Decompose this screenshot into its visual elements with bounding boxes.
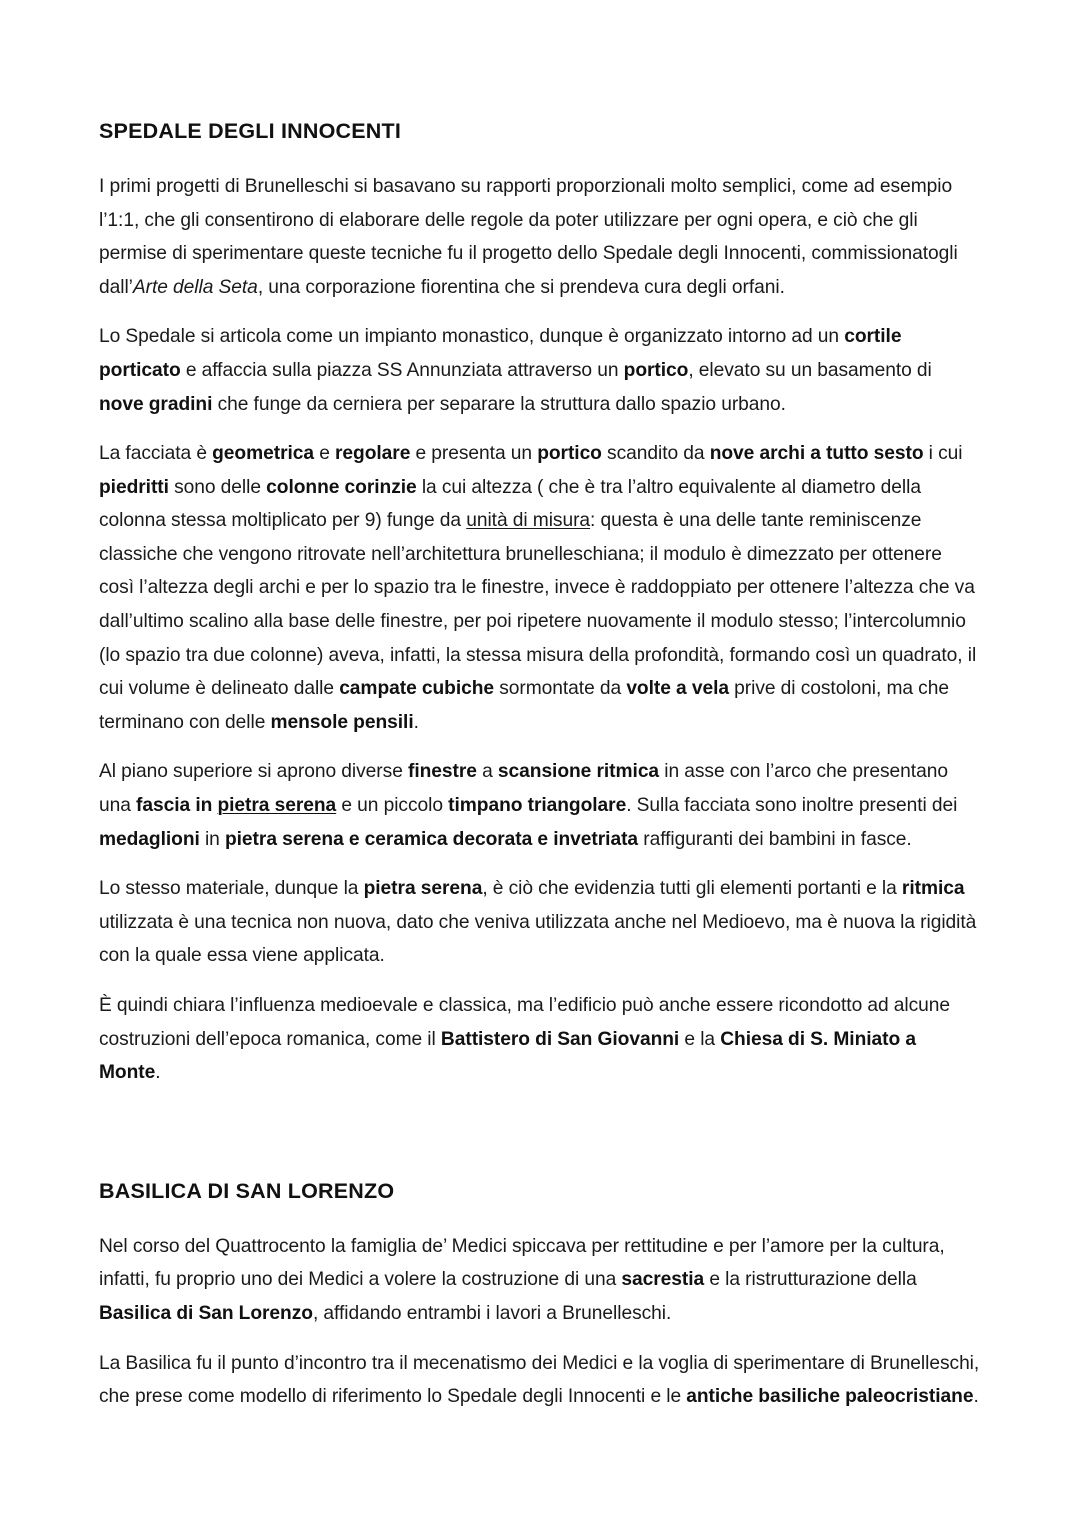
text-run: scandito da xyxy=(601,443,710,465)
emphasis-bold: nove gradini xyxy=(99,393,213,415)
emphasis-bold: medaglioni xyxy=(99,828,200,850)
text-run: . xyxy=(155,1062,161,1084)
text-run: e la xyxy=(679,1028,721,1050)
section-heading-basilica: BASILICA DI SAN LORENZO xyxy=(99,1178,395,1203)
text-run: sormontate da xyxy=(494,678,627,700)
text-run: e presenta un xyxy=(410,443,538,465)
paragraph xyxy=(99,1230,981,1331)
paragraph xyxy=(99,170,981,304)
text-run: in asse con l’arco che presentano una xyxy=(99,761,954,817)
emphasis-bold: timpano triangolare xyxy=(448,795,627,817)
emphasis-bold: campate cubiche xyxy=(339,678,495,700)
emphasis-bold: regolare xyxy=(335,443,411,465)
text-run: , elevato su un basamento di xyxy=(688,359,937,381)
paragraph xyxy=(99,989,981,1090)
paragraph xyxy=(99,320,981,421)
text-run: . Sulla facciata sono inoltre presenti dei xyxy=(626,795,963,817)
text-run: sono delle xyxy=(168,476,267,498)
text-run: i cui xyxy=(923,443,968,465)
text-run: Lo stesso materiale, dunque la xyxy=(99,878,364,900)
text-run: e la ristrutturazione della xyxy=(704,1269,922,1291)
text-run: Al piano superiore si aprono diverse xyxy=(99,761,408,783)
text-run: Lo Spedale si articola come un impianto monastico, dunque è organizzato intorno ad un xyxy=(99,326,845,348)
text-run: , affidando entrambi i lavori a Brunelleschi. xyxy=(312,1302,672,1324)
emphasis-bold: mensole pensili xyxy=(270,711,414,733)
text-run: in xyxy=(199,828,225,850)
text-run: La facciata è xyxy=(99,443,213,465)
emphasis-bold: antiche basiliche paleocristiane xyxy=(686,1386,974,1408)
emphasis-bold: volte a vela xyxy=(626,678,729,700)
text-run: . xyxy=(413,711,419,733)
emphasis-bold: pietra serena e ceramica decorata e invetriata xyxy=(224,828,639,850)
emphasis-bold: Chiesa di S. Miniato a Monte xyxy=(99,1028,916,1084)
document-body xyxy=(99,118,985,1414)
text-run: , una corporazione fiorentina che si prendeva cura degli orfani. xyxy=(257,276,785,298)
text-run: È quindi chiara l’influenza medioevale e classica, ma l’edificio può anche essere ricondotto ad alcune costruzioni dell’epoca romanica, come il xyxy=(99,995,956,1050)
text-run: prive di costoloni, ma che terminano con delle xyxy=(99,678,955,733)
emphasis-bold: portico xyxy=(623,359,689,381)
emphasis-bold: colonne corinzie xyxy=(266,476,417,498)
text-run: a xyxy=(476,761,498,783)
text-run: e xyxy=(314,443,335,465)
emphasis-bold: scansione ritmica xyxy=(497,761,660,783)
paragraph xyxy=(99,437,981,739)
emphasis-bold: Basilica di San Lorenzo xyxy=(99,1302,313,1324)
text-run: utilizzata è una tecnica non nuova, dato che veniva utilizzata anche nel Medioevo, ma è nuova la rigidità con la quale essa viene applicata. xyxy=(99,878,982,967)
paragraph xyxy=(99,1347,985,1414)
emphasis-underline: unità di misura xyxy=(466,510,591,532)
text-run: e affaccia sulla piazza SS Annunziata attraverso un xyxy=(180,359,624,381)
text-run: che funge da cerniera per separare la struttura dallo spazio urbano. xyxy=(212,393,786,415)
emphasis-bold: portico xyxy=(537,443,602,465)
emphasis-bold: cortile porticato xyxy=(99,326,902,381)
paragraph xyxy=(99,872,981,973)
text-run: La Basilica fu il punto d’incontro tra il mecenatismo dei Medici e la voglia di sperimentare di Brunelleschi, che prese come modello di riferimento lo Spedale degli Innocenti e le xyxy=(99,1352,985,1408)
text-run: e un piccolo xyxy=(336,795,449,817)
emphasis-bold-underline: pietra serena xyxy=(217,795,337,817)
emphasis-bold: ritmica xyxy=(901,878,965,900)
text-run: Nel corso del Quattrocento la famiglia de’ Medici spiccava per rettitudine e per l’amore per la cultura, infatti, fu proprio uno dei Medici a volere la costruzione di una xyxy=(99,1235,950,1291)
text-run: I primi progetti di Brunelleschi si basavano su rapporti proporzionali molto semplici, come ad esempio l’1:1, che gli consentirono di elaborare delle regole da poter utilizzare per ogni opera, e ciò che gli permise di sperimentare queste tecniche fu il progetto dello Spedale degli Innocenti, commissionatogli dall’ xyxy=(99,175,963,298)
text-run: . xyxy=(973,1386,979,1408)
emphasis-bold: nove archi a tutto sesto xyxy=(709,443,924,465)
text-run: raffiguranti dei bambini in fasce. xyxy=(638,828,912,850)
emphasis-bold: Battistero di San Giovanni xyxy=(440,1028,680,1050)
paragraph xyxy=(99,755,981,856)
text-run: , è ciò che evidenzia tutti gli elementi portanti e la xyxy=(482,878,902,900)
page-title: SPEDALE DEGLI INNOCENTI xyxy=(99,119,402,143)
text-run: la cui altezza ( che è tra l’altro equivalente al diametro della colonna stessa moltiplicato per 9) funge da xyxy=(99,476,927,532)
emphasis-bold: finestre xyxy=(408,761,477,783)
emphasis-bold: pietra serena xyxy=(363,878,483,900)
emphasis-bold: piedritti xyxy=(99,476,169,498)
emphasis-italic: Arte della Seta xyxy=(132,276,258,298)
text-run: : questa è una delle tante reminiscenze classiche che vengono ritrovate nell’architettura brunelleschiana; il modulo è dimezzato per ottenere così l’altezza degli archi e per lo spazio tra le finestre, invece è raddoppiato per ottenere l’altezza che va dall’ultimo scalino alla base delle finestre, per poi ripetere nuovamente il modulo stesso; l’intercolumnio (lo spazio tra due colonne) aveva, infatti, la stessa misura della profondità, formando così un quadrato, il cui volume è delineato dalle xyxy=(99,510,982,700)
emphasis-bold: fascia in xyxy=(136,795,218,817)
emphasis-bold: sacrestia xyxy=(621,1269,705,1291)
emphasis-bold: geometrica xyxy=(212,443,315,465)
